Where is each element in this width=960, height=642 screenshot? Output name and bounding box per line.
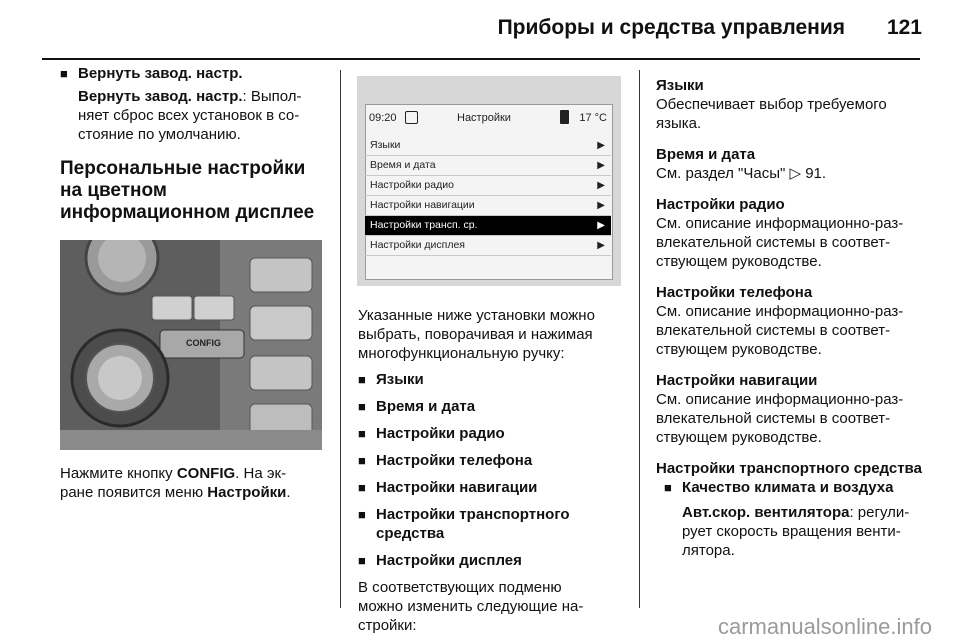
- display-status-bar: [365, 108, 613, 130]
- bullet-description: [60, 87, 322, 144]
- caption-mid: . На эк- ране появится меню: [60, 465, 287, 501]
- column-2: [358, 306, 626, 635]
- section-heading: Персональные настройки на цветном информационном дисплее: [60, 158, 315, 223]
- page-ref-icon: ▷: [789, 165, 806, 182]
- list-item: [358, 478, 626, 497]
- display-title: Настройки: [457, 112, 511, 124]
- list-item-label: Время и дата: [376, 398, 476, 415]
- list-item-label: Настройки дисплея: [376, 552, 522, 569]
- header-title: Приборы и средства управления: [497, 16, 845, 39]
- bullet-square-icon: ■: [358, 372, 366, 387]
- caption-end: .: [286, 484, 291, 501]
- bullet-square-icon: ■: [664, 480, 672, 495]
- chevron-right-icon: ▶: [597, 200, 605, 211]
- intro-text: Указанные ниже установки можно выбрать, поворачивая и нажимая многофункциональную ручку:: [358, 307, 595, 362]
- settings-list: [358, 370, 626, 570]
- bullet-desc: : регули- рует скорость вращения венти- лятора.: [682, 504, 910, 559]
- column-divider: [340, 70, 341, 608]
- page-header: [0, 0, 960, 58]
- bullet-square-icon: ■: [358, 453, 366, 468]
- list-item: [358, 424, 626, 443]
- header-rule: [42, 58, 920, 60]
- display-time: 09:20: [369, 112, 397, 124]
- section-text: См. описание информационно-раз- влекательной системы в соответ- ствующем руководстве.: [656, 215, 904, 270]
- display-menu: [365, 136, 611, 256]
- menu-item[interactable]: [365, 196, 611, 216]
- photo-caption: [60, 464, 322, 502]
- page-number: 121: [886, 16, 922, 39]
- chevron-right-icon: ▶: [597, 140, 605, 151]
- caption-prefix: Нажмите кнопку: [60, 465, 177, 482]
- list-item-label: Настройки телефона: [376, 452, 533, 469]
- list-item-label: Настройки транспортного средства: [376, 506, 570, 542]
- column-divider: [639, 70, 640, 608]
- list-item: [358, 505, 626, 543]
- caption-button: CONFIG: [176, 465, 236, 482]
- caption-menu: Настройки: [207, 484, 287, 501]
- bullet-square-icon: ■: [358, 553, 366, 568]
- list-item-label: Настройки радио: [376, 425, 505, 442]
- chevron-right-icon: ▶: [597, 220, 605, 231]
- section-heading: Настройки транспортного средства: [656, 460, 922, 477]
- section-heading: Время и дата: [656, 146, 756, 163]
- section-heading: Настройки телефона: [656, 284, 813, 301]
- menu-item-label: Время и дата: [370, 159, 436, 171]
- bullet-square-icon: ■: [358, 399, 366, 414]
- section-heading: Настройки радио: [656, 196, 785, 213]
- list-item: [358, 551, 626, 570]
- chevron-right-icon: ▶: [597, 240, 605, 251]
- bullet-square-icon: ■: [60, 66, 68, 81]
- display-temperature: 17 °C: [579, 112, 607, 124]
- column-3: [656, 76, 926, 560]
- menu-item-selected[interactable]: [365, 216, 611, 236]
- phone-icon: [560, 110, 569, 124]
- menu-item[interactable]: [365, 136, 611, 156]
- menu-item[interactable]: [365, 176, 611, 196]
- bullet-square-icon: ■: [358, 426, 366, 441]
- menu-item[interactable]: [365, 236, 611, 256]
- bullet-term: Вернуть завод. настр.: [78, 88, 243, 105]
- menu-item-label: Настройки дисплея: [370, 239, 465, 251]
- config-button-label: CONFIG: [186, 338, 221, 348]
- section-text-body: См. раздел "Часы": [656, 165, 790, 182]
- list-item-label: Языки: [376, 371, 424, 388]
- bullet-term: Авт.скор. вентилятора: [682, 504, 850, 521]
- bullet-heading: Вернуть завод. настр.: [78, 65, 243, 82]
- section-text: [656, 164, 926, 183]
- bullet-description: [656, 503, 926, 560]
- clock-icon: [405, 111, 418, 124]
- section-text: См. описание информационно-раз- влекательной системы в соответ- ствующем руководстве.: [656, 391, 904, 446]
- menu-item-label: Настройки навигации: [370, 199, 475, 211]
- bullet-square-icon: ■: [358, 480, 366, 495]
- menu-item-label: Настройки радио: [370, 179, 454, 191]
- menu-item[interactable]: [365, 156, 611, 176]
- list-item: [358, 370, 626, 389]
- list-item-label: Настройки навигации: [376, 479, 538, 496]
- chevron-right-icon: ▶: [597, 180, 605, 191]
- watermark: carmanualsonline.info: [717, 614, 932, 639]
- section-heading: Настройки навигации: [656, 372, 818, 389]
- column-1: [60, 64, 322, 224]
- list-item: [358, 397, 626, 416]
- bullet-desc: : Выпол- няет сброс всех установок в со- стояние по умолчанию.: [78, 88, 302, 143]
- section-text: Обеспечивает выбор требуемого языка.: [656, 96, 887, 132]
- section-heading: Языки: [656, 77, 704, 94]
- list-item: [358, 451, 626, 470]
- chevron-right-icon: ▶: [597, 160, 605, 171]
- bullet-item: [60, 64, 322, 83]
- outro-text: В соответствующих подменю можно изменить следующие на- стройки:: [358, 579, 584, 634]
- list-item-label: Качество климата и воздуха: [682, 479, 894, 496]
- page-ref[interactable]: 91.: [805, 165, 827, 182]
- bullet-square-icon: ■: [358, 507, 366, 522]
- list-item: [656, 478, 926, 497]
- menu-item-label: Настройки трансп. ср.: [370, 219, 478, 231]
- dashboard-photo: [60, 240, 322, 450]
- menu-item-label: Языки: [370, 139, 401, 151]
- section-text: См. описание информационно-раз- влекательной системы в соответ- ствующем руководстве.: [656, 303, 904, 358]
